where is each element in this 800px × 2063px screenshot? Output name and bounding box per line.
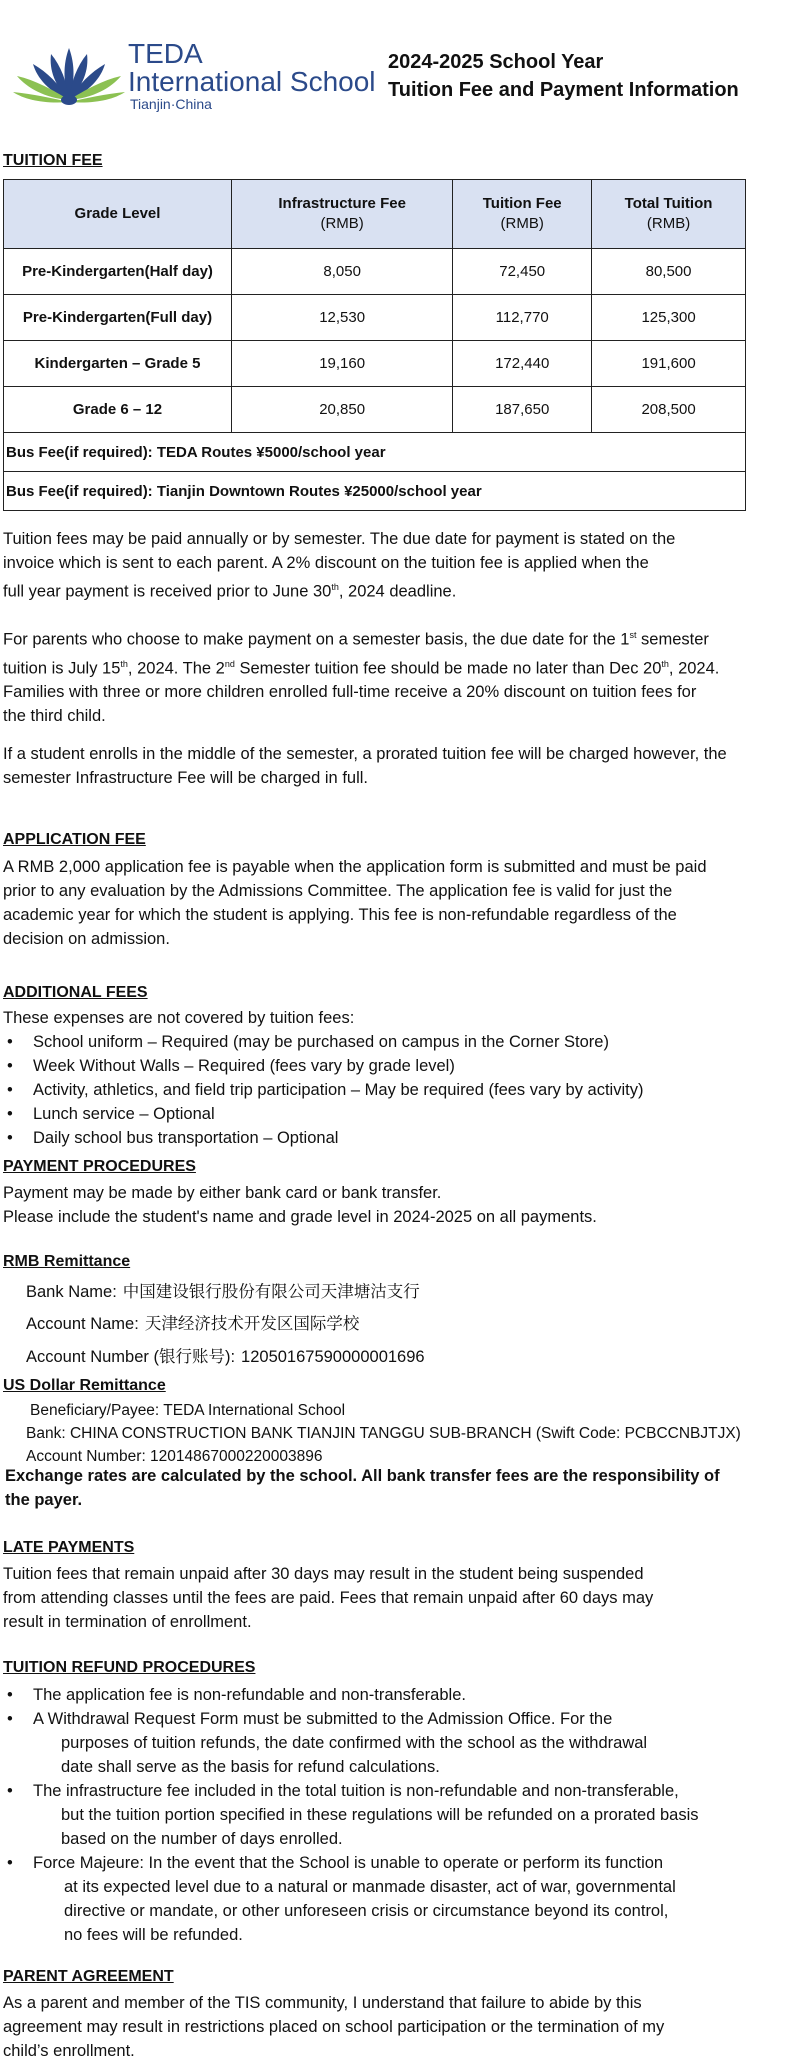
column-header-infrastructure: Infrastructure Fee (RMB) bbox=[232, 180, 453, 249]
table-header-row bbox=[4, 180, 746, 249]
semester-payment-paragraph: For parents who choose to make payment on a semester basis, the due date for the 1st semester tuition is July 15th, 2024. The 2nd Semester tuition fee should be made no later than Dec 20th, 2024. Families with three or more children enrolled full-time receive a 20% discount on tuition fees for the third child. bbox=[3, 630, 720, 725]
page-title bbox=[388, 48, 739, 104]
column-header-grade: Grade Level bbox=[4, 180, 232, 249]
list-item: • Lunch service – Optional bbox=[3, 1102, 643, 1126]
table-row bbox=[4, 249, 746, 295]
additional-fees-list bbox=[3, 1030, 643, 1150]
bus-fee-row bbox=[4, 433, 746, 472]
infrastructure-cell: 12,530 bbox=[232, 295, 453, 341]
application-fee-paragraph: A RMB 2,000 application fee is payable when the application form is submitted and must be paid prior to any evaluation by the Admissions Committee. The application fee is valid for just the academic year for which the student is applying. This fee is non-refundable regardless of the decision on admission. bbox=[3, 858, 707, 948]
school-logo-icon bbox=[10, 32, 128, 112]
additional-fees-intro: These expenses are not covered by tuition fees: bbox=[3, 1009, 355, 1027]
infrastructure-cell: 8,050 bbox=[232, 249, 453, 295]
document-header bbox=[0, 0, 800, 120]
parent-agreement-paragraph: As a parent and member of the TIS community, I understand that failure to abide by this agreement may result in restrictions placed on school participation or the termination of my child’s enrollment. bbox=[3, 1994, 665, 2060]
refund-procedures-list bbox=[3, 1683, 699, 1947]
rmb-bank-name: Bank Name: 中国建设银行股份有限公司天津塘沽支行 bbox=[26, 1283, 420, 1301]
total-cell: 125,300 bbox=[592, 295, 746, 341]
list-item: • Force Majeure: In the event that the School is unable to operate or perform its function at its expected level due to a natural or manmade disaster, act of war, governmental directive or mandate, or other unforeseen crisis or circumstance beyond its control, no fees will be refunded. bbox=[3, 1851, 699, 1947]
application-fee-heading: APPLICATION FEE bbox=[3, 831, 146, 848]
late-payments-heading: LATE PAYMENTS bbox=[3, 1539, 135, 1556]
page-title-line1: 2024-2025 School Year bbox=[388, 51, 604, 73]
table-row bbox=[4, 295, 746, 341]
list-item: • School uniform – Required (may be purchased on campus in the Corner Store) bbox=[3, 1030, 643, 1054]
column-header-total: Total Tuition (RMB) bbox=[592, 180, 746, 249]
list-item: • Week Without Walls – Required (fees vary by grade level) bbox=[3, 1054, 643, 1078]
total-cell: 208,500 bbox=[592, 387, 746, 433]
tuition-cell: 172,440 bbox=[453, 341, 592, 387]
usd-account-number: Account Number: 12014867000220003896 bbox=[26, 1448, 323, 1465]
school-location: Tianjin·China bbox=[130, 96, 212, 112]
rmb-remittance-heading: RMB Remittance bbox=[3, 1253, 131, 1270]
page-title-line2: Tuition Fee and Payment Information bbox=[388, 79, 739, 101]
payment-procedures-heading: PAYMENT PROCEDURES bbox=[3, 1158, 196, 1175]
list-item: • The infrastructure fee included in the total tuition is non-refundable and non-transferable, but the tuition portion specified in these regulations will be refunded on a prorated basis based on the number of days enrolled. bbox=[3, 1779, 699, 1851]
table-row bbox=[4, 387, 746, 433]
payment-schedule-paragraph: Tuition fees may be paid annually or by semester. The due date for payment is stated on the invoice which is sent to each parent. A 2% discount on the tuition fee is applied when the full year payment is received prior to June 30th, 2024 deadline. bbox=[3, 530, 676, 601]
table-row bbox=[4, 341, 746, 387]
parent-agreement-heading: PARENT AGREEMENT bbox=[3, 1968, 174, 1985]
total-cell: 80,500 bbox=[592, 249, 746, 295]
rmb-account-name: Account Name: 天津经济技术开发区国际学校 bbox=[26, 1315, 360, 1333]
tuition-cell: 187,650 bbox=[453, 387, 592, 433]
list-item: • A Withdrawal Request Form must be submitted to the Admission Office. For the purposes of tuition refunds, the date confirmed with the school as the withdrawal date shall serve as the basis for refund calculations. bbox=[3, 1707, 699, 1779]
usd-beneficiary: Beneficiary/Payee: TEDA International School bbox=[30, 1402, 346, 1419]
rmb-account-number: Account Number (银行账号): 12050167590000001696 bbox=[26, 1348, 425, 1366]
list-item: • The application fee is non-refundable and non-transferable. bbox=[3, 1683, 699, 1707]
payment-procedures-paragraph: Payment may be made by either bank card or bank transfer. Please include the student's name and grade level in 2024-2025 on all payments. bbox=[3, 1184, 597, 1226]
usd-remittance-heading: US Dollar Remittance bbox=[3, 1377, 166, 1394]
exchange-rate-note: Exchange rates are calculated by the school. All bank transfer fees are the responsibility of the payer. bbox=[5, 1467, 720, 1509]
tuition-fee-heading: TUITION FEE bbox=[3, 152, 103, 169]
tuition-cell: 112,770 bbox=[453, 295, 592, 341]
prorated-fee-paragraph: If a student enrolls in the middle of the semester, a prorated tuition fee will be charged however, the semester Infrastructure Fee will be charged in full. bbox=[3, 745, 727, 787]
grade-cell: Pre-Kindergarten(Full day) bbox=[4, 295, 232, 341]
list-item: • Daily school bus transportation – Optional bbox=[3, 1126, 643, 1150]
total-cell: 191,600 bbox=[592, 341, 746, 387]
column-header-tuition: Tuition Fee (RMB) bbox=[453, 180, 592, 249]
tuition-cell: 72,450 bbox=[453, 249, 592, 295]
grade-cell: Kindergarten – Grade 5 bbox=[4, 341, 232, 387]
school-name-line1: TEDA bbox=[128, 38, 203, 69]
refund-procedures-heading: TUITION REFUND PROCEDURES bbox=[3, 1659, 256, 1676]
infrastructure-cell: 19,160 bbox=[232, 341, 453, 387]
list-item: • Activity, athletics, and field trip participation – May be required (fees vary by activity) bbox=[3, 1078, 643, 1102]
infrastructure-cell: 20,850 bbox=[232, 387, 453, 433]
usd-bank: Bank: CHINA CONSTRUCTION BANK TIANJIN TANGGU SUB-BRANCH (Swift Code: PCBCCNBJTJX) bbox=[26, 1425, 741, 1442]
bus-fee-teda: Bus Fee(if required): TEDA Routes ¥5000/school year bbox=[4, 433, 746, 472]
late-payments-paragraph: Tuition fees that remain unpaid after 30 days may result in the student being suspended from attending classes until the fees are paid. Fees that remain unpaid after 60 days may result in termination of enrollment. bbox=[3, 1565, 654, 1631]
tuition-fee-table bbox=[3, 179, 746, 511]
grade-cell: Grade 6 – 12 bbox=[4, 387, 232, 433]
bus-fee-downtown: Bus Fee(if required): Tianjin Downtown Routes ¥25000/school year bbox=[4, 472, 746, 511]
school-name bbox=[128, 40, 376, 112]
additional-fees-heading: ADDITIONAL FEES bbox=[3, 984, 148, 1001]
bus-fee-row bbox=[4, 472, 746, 511]
grade-cell: Pre-Kindergarten(Half day) bbox=[4, 249, 232, 295]
school-name-line2: International School bbox=[128, 66, 376, 97]
